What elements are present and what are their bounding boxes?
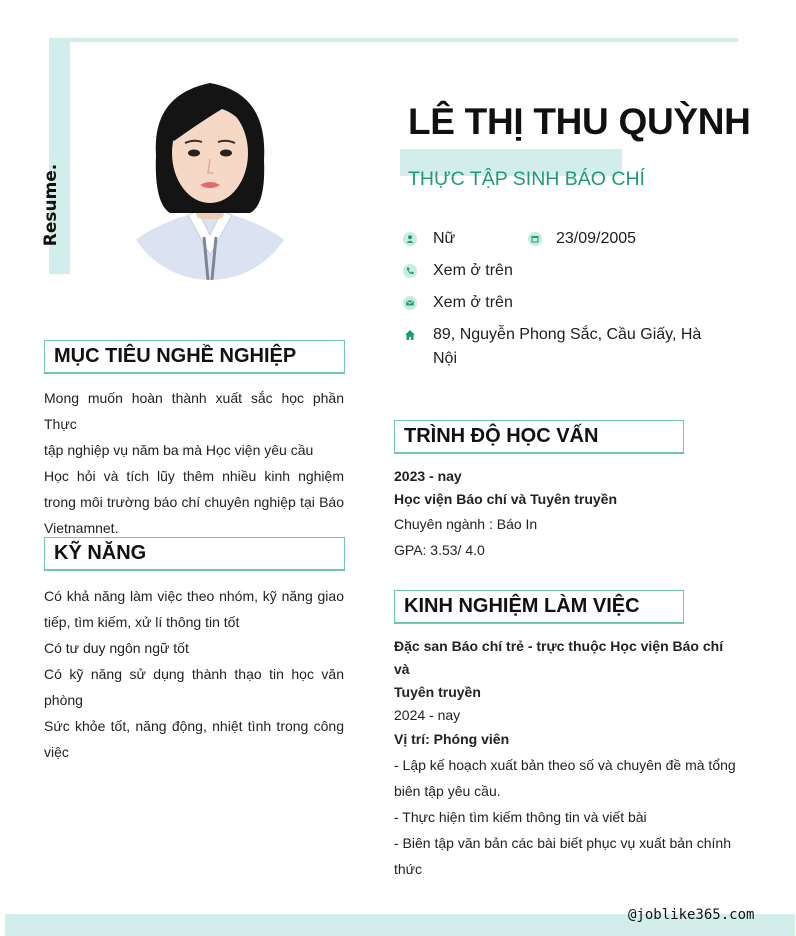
experience-period: 2024 - nay — [394, 707, 461, 723]
person-icon — [403, 232, 417, 246]
experience-duty: - Thực hiện tìm kiếm thông tin và viết bài — [394, 809, 647, 825]
skill-line: tiếp, tìm kiếm, xử lí thông tin tốt — [44, 614, 240, 630]
objective-line: Vietnamnet. — [44, 520, 119, 536]
gender-value: Nữ — [433, 230, 456, 247]
address-line-2: Nội — [433, 350, 458, 367]
phone-icon — [403, 264, 417, 278]
mail-icon — [403, 296, 417, 310]
objective-line: tập nghiệp vụ năm ba mà Học viện yêu cầu — [44, 442, 314, 458]
experience-position: Vị trí: Phóng viên — [394, 731, 510, 747]
skill-line: Sức khỏe tốt, năng động, nhiệt tình trong công — [44, 718, 344, 734]
experience-org-cont: Tuyên truyền — [394, 684, 481, 700]
experience-duty: - Lập kế hoạch xuất bản theo số và chuyên đề mà tổng — [394, 757, 736, 773]
education-school: Học viện Báo chí và Tuyên truyền — [394, 491, 618, 507]
email-value: Xem ở trên — [433, 294, 513, 311]
skills-heading: KỸ NĂNG — [54, 542, 147, 564]
home-icon — [403, 328, 417, 342]
education-details — [394, 464, 739, 563]
skill-line: việc — [44, 744, 69, 760]
objective-line: trong môi trường báo chí chuyên nghiệp tại Báo — [44, 494, 344, 510]
skill-line: Có khả năng làm việc theo nhóm, kỹ năng giao — [44, 588, 344, 604]
skill-line: Có kỹ năng sử dụng thành thạo tin học văn — [44, 666, 344, 682]
education-heading: TRÌNH ĐỘ HỌC VẤN — [404, 425, 599, 447]
phone-value: Xem ở trên — [433, 262, 513, 279]
objective-line: Học hỏi và tích lũy thêm nhiều kinh nghiệm — [44, 468, 344, 484]
education-gpa: GPA: 3.53/ 4.0 — [394, 542, 485, 558]
skills-text — [44, 583, 344, 765]
profile-photo — [122, 75, 298, 280]
experience-duty: thức — [394, 861, 423, 877]
address-line-1: 89, Nguyễn Phong Sắc, Cầu Giấy, Hà — [433, 326, 702, 343]
job-title: THỰC TẬP SINH BÁO CHÍ — [408, 168, 645, 190]
skill-line: phòng — [44, 692, 83, 708]
skill-line: Có tư duy ngôn ngữ tốt — [44, 640, 189, 656]
objective-text — [44, 385, 344, 541]
resume-label: Resume. — [41, 163, 61, 247]
education-major: Chuyên ngành : Báo In — [394, 516, 538, 532]
calendar-icon — [528, 232, 542, 246]
experience-duty: biên tập yêu cầu. — [394, 783, 501, 799]
education-period: 2023 - nay — [394, 468, 462, 484]
footer-handle: @joblike365.com — [628, 907, 755, 923]
experience-duty: - Biên tập văn bản các bài biết phục vụ xuất bản chính — [394, 835, 732, 851]
experience-org: Đặc san Báo chí trẻ - trực thuộc Học viện Báo chí và — [394, 638, 724, 677]
candidate-name: LÊ THỊ THU QUỲNH — [408, 101, 751, 142]
objective-heading: MỤC TIÊU NGHỀ NGHIỆP — [54, 345, 297, 367]
objective-line: Mong muốn hoàn thành xuất sắc học phần Thực — [44, 390, 344, 432]
experience-heading: KINH NGHIỆM LÀM VIỆC — [404, 595, 640, 617]
experience-details — [394, 635, 739, 882]
birthdate-value: 23/09/2005 — [556, 230, 637, 247]
top-accent-line — [49, 38, 738, 42]
